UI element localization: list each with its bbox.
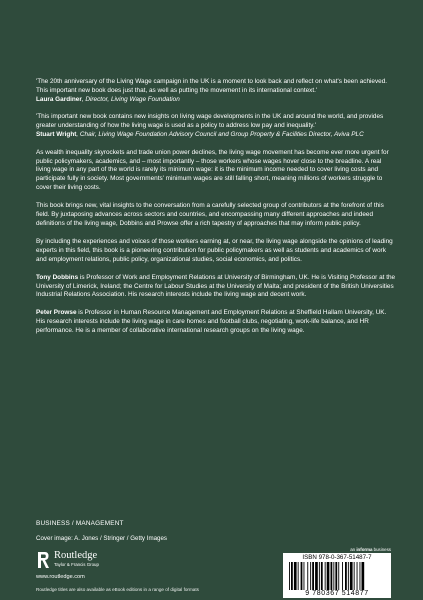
cover-image-credit: Cover image: A. Jones / Stringer / Getty Images [36, 535, 168, 542]
blurb-author: Stuart Wright [36, 131, 77, 139]
blurb-attribution [36, 131, 396, 140]
barcode-bar [315, 562, 318, 590]
barcode-bar [312, 562, 314, 590]
description-paragraph-2: This book brings new, vital insights to the conversation from a carefully selected group of contributors at the forefront of this field. By juxtaposing advances across sectors and countries, and encompassing many different approaches and indeed definitions of the living wage, Dobbins and Prowse offer a rich tapestry of approaches that may inform public policy. [36, 202, 384, 227]
author-bio-1 [36, 274, 396, 301]
ebook-note: Routledge titles are also available as eBook editions in a range of digital formats [36, 587, 199, 592]
barcode-bar [301, 562, 303, 590]
barcode-bar [310, 562, 311, 590]
publisher-logo [36, 550, 196, 580]
barcode-bar [291, 562, 293, 590]
author-name: Tony Dobbins [36, 273, 79, 281]
barcode-bar [294, 562, 297, 590]
barcode-bar [325, 562, 326, 590]
informa-brand: informa [356, 547, 373, 552]
informa-prefix: an [350, 547, 357, 552]
blurb-quote: 'The 20th anniversary of the Living Wage campaign in the UK is a moment to look back and reflect on what's been achieved. This important new book does just that, as well as putting the movement in its international context.' [36, 78, 388, 94]
publisher-group: Taylor & Francis Group [54, 562, 99, 567]
isbn-barcode-box [283, 553, 391, 598]
informa-suffix: business [372, 547, 391, 552]
routledge-logo-icon [36, 550, 50, 570]
barcode-bar [354, 562, 355, 590]
informa-business-label [303, 547, 391, 552]
description-paragraph-1: As wealth inequality skyrockets and trade union power declines, the living wage movement has become ever more urgent for public policymakers, academics, and – most importantly – those workers whose wages hover close to the breadline. A real living wage in any part of the world is rarely its minimum wage: it is the minimum income needed to cover living costs and participate fully in society. Most governments' minimum wages are still falling short, meaning millions of workers struggle to cover their living costs. [36, 148, 389, 192]
barcode-bar [348, 562, 349, 590]
author-name: Peter Prowse [36, 309, 77, 317]
barcode-digits: 9 780367 514877 [305, 590, 369, 597]
barcode-bar [357, 562, 358, 590]
barcode-bar [338, 562, 339, 590]
barcode-bar [307, 562, 308, 590]
barcode-bar [333, 562, 334, 590]
blurb-author-role: , Director, Living Wage Foundation [81, 95, 180, 103]
barcode-bar [304, 562, 305, 590]
isbn-label: ISBN 978-0-367-51487-7 [302, 554, 372, 561]
barcode-bar [342, 562, 343, 590]
barcode-bar [319, 562, 320, 590]
publisher-name: Routledge [54, 550, 98, 561]
barcode-bar [327, 562, 330, 590]
author-bio-2 [36, 309, 396, 336]
publisher-url[interactable]: www.routledge.com [36, 574, 85, 580]
subject-category: BUSINESS / MANAGEMENT [36, 520, 124, 527]
barcode-bar [345, 562, 347, 590]
barcode-bar [298, 562, 299, 590]
barcode [288, 562, 386, 590]
back-cover-text [36, 78, 396, 345]
author-bio-text: is Professor in Human Resource Management and Employment Relations at Sheffield Hallam University, UK. His research interests include the living wage in care homes and football clubs, negotiating, work-life balance, and HR performance. He is a member of collaborative international research groups on the living wage. [36, 309, 387, 335]
barcode-bar [331, 562, 333, 590]
blurb-author: Laura Gardiner [36, 95, 82, 103]
description-paragraph-3: By including the experiences and voices of those workers earning at, or near, the living wage alongside the opinions of leading experts in this field, this book is a pioneering contribution for public policymakers as well as students and academics of work and employment relations, public policy, organizational studies, social economics, and politics. [36, 237, 393, 263]
blurb-author-role: , Chair, Living Wage Foundation Advisory Council and Group Property & Facilities Director, Aviva PLC [76, 131, 364, 139]
barcode-bar [362, 562, 365, 590]
blurb-2 [36, 113, 396, 140]
blurb-quote: 'This important new book contains new insights on living wage developments in the UK and around the world, and provides greater understanding of how the living wage is used as a policy to address low pay and inequality.' [36, 113, 384, 130]
barcode-bar [335, 562, 337, 590]
blurb-1 [36, 78, 396, 105]
blurb-attribution [36, 96, 396, 105]
barcode-bar [289, 562, 290, 590]
barcode-bar [321, 562, 323, 590]
barcode-bar [350, 562, 353, 590]
author-bio-text: is Professor of Work and Employment Relations at University of Birmingham, UK. He is Visiting Professor at the University of Limerick, Ireland; the Centre for Labour Studies at the University of Malta; and president of the British Universities Industrial Relations Association. His research interests include the living wage and decent work. [36, 273, 396, 299]
barcode-bar [360, 562, 361, 590]
